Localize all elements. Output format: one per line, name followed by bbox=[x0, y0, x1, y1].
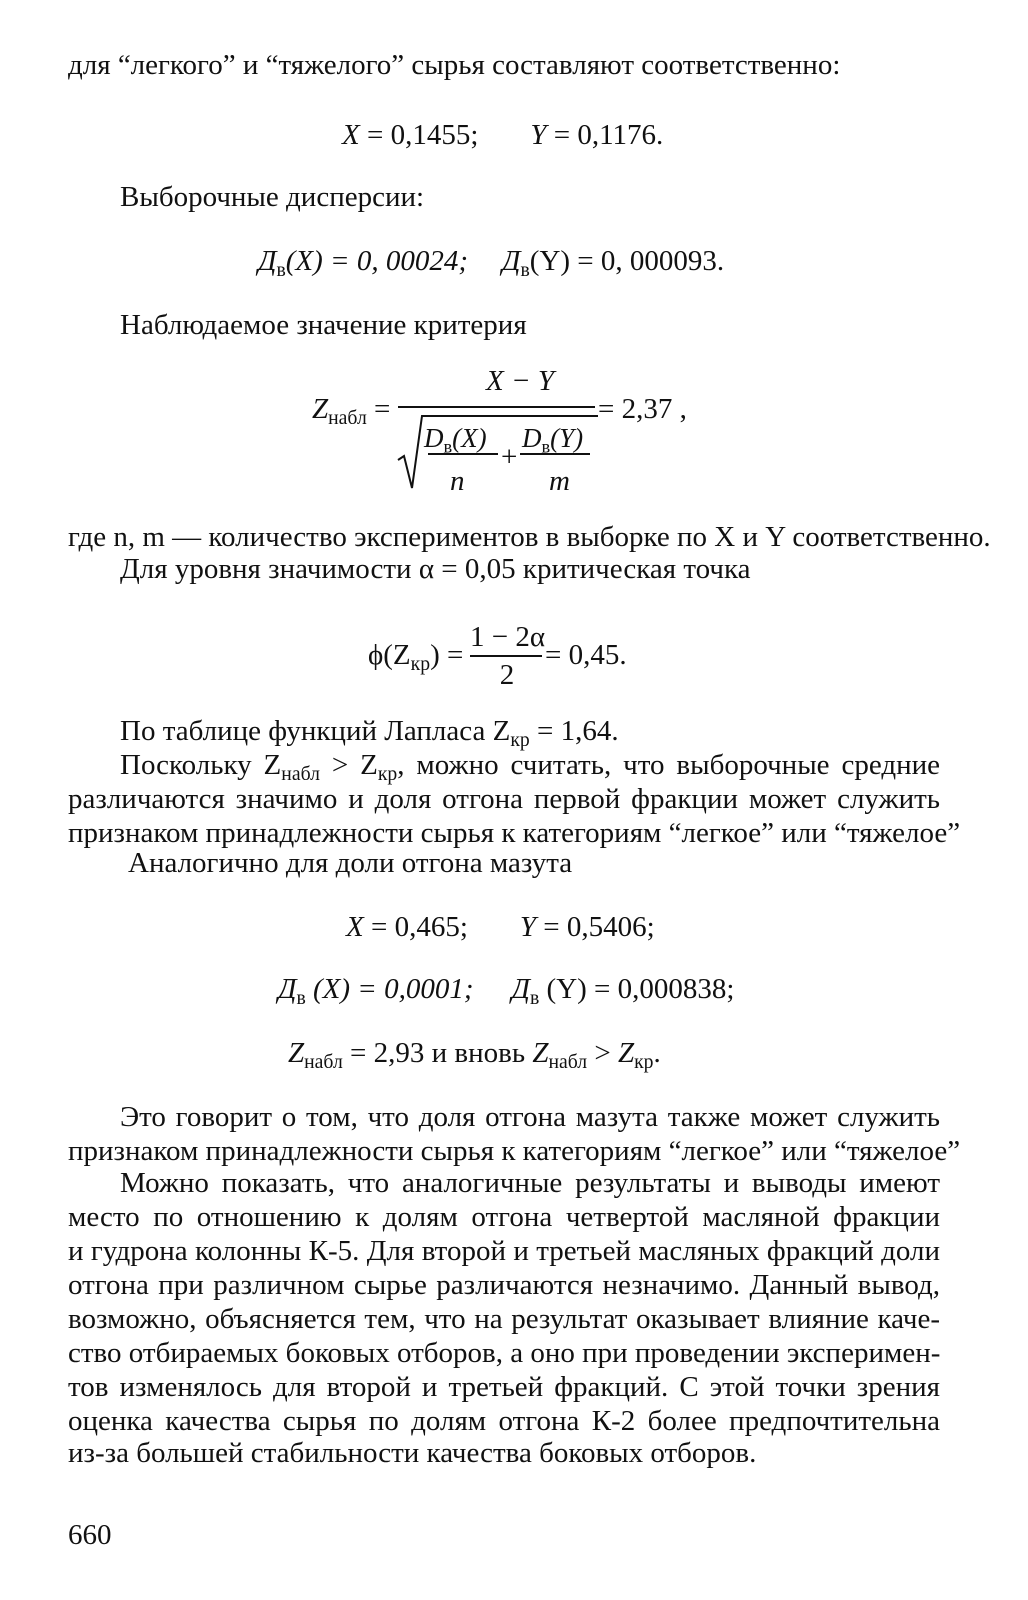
z-result: = 2,37 , bbox=[598, 393, 687, 425]
z-comparison bbox=[288, 1036, 661, 1071]
laplace-sub: кр bbox=[510, 728, 530, 751]
z-subscript: набл bbox=[328, 406, 367, 429]
since-line-1 bbox=[120, 748, 940, 783]
phi-denominator: 2 bbox=[499, 659, 515, 691]
var-x: X bbox=[342, 119, 360, 151]
final-line: возможно, объясняется тем, что на результат оказывает влияние каче- bbox=[68, 1303, 940, 1335]
final-line: ство отбираемых боковых отборов, а оно при проведении эксперимен- bbox=[68, 1337, 941, 1369]
equals-sign: = bbox=[374, 393, 391, 425]
since-line-3: признаком принадлежности сырья к категориям “легкое” или “тяжелое” bbox=[68, 817, 961, 849]
d-subscript: в bbox=[276, 258, 286, 281]
since-text-c: , можно считать, что выборочные средние bbox=[397, 749, 940, 781]
period: . bbox=[653, 1037, 661, 1069]
final-line: Можно показать, что аналогичные результаты и выводы имеют bbox=[120, 1167, 940, 1199]
since-text-b: > Z bbox=[319, 749, 378, 781]
final-line: и гудрона колонны К-5. Для второй и третьей масляных фракций доли bbox=[68, 1235, 940, 1267]
x-value: = 0,465; bbox=[363, 911, 468, 943]
page-number: 660 bbox=[68, 1519, 112, 1551]
d-subscript: в bbox=[529, 986, 540, 1009]
final-line: отгона при различном сырье различаются незначимо. Данный вывод, bbox=[68, 1269, 940, 1301]
paragraph-line: для “легкого” и “тяжелого” сырья составляют соответственно: bbox=[68, 49, 841, 81]
var-y: Y bbox=[519, 911, 537, 943]
dy-value: (Y) = 0, 000093. bbox=[529, 245, 725, 277]
d1-symbol: D bbox=[424, 423, 444, 453]
d-symbol: Д bbox=[511, 973, 530, 1005]
gt-sign: > bbox=[587, 1037, 618, 1069]
phi-subscript: кр bbox=[410, 652, 431, 675]
z-numerator: X − Y bbox=[486, 365, 554, 397]
phi-numerator: 1 − 2α bbox=[470, 621, 546, 653]
phi-fraction-bar bbox=[470, 655, 542, 657]
dy-value: (Y) = 0,000838; bbox=[539, 973, 735, 1005]
dx-term bbox=[424, 422, 487, 455]
final-line: тов изменялось для второй и третьей фракций. С этой точки зрения bbox=[68, 1371, 940, 1403]
z-symbol: Z bbox=[312, 393, 329, 425]
x-value: = 0,1455; bbox=[359, 119, 479, 151]
laplace-text: По таблице функций Лапласа Z bbox=[120, 715, 511, 747]
dy-term bbox=[522, 422, 583, 455]
phi-symbol: ϕ(Z bbox=[368, 639, 411, 671]
var-x: X bbox=[346, 911, 364, 943]
since-text-a: Поскольку Z bbox=[120, 749, 282, 781]
laplace-end: = 1,64. bbox=[529, 715, 619, 747]
phi-result: = 0,45. bbox=[545, 639, 627, 671]
conclusion-line-1: Это говорит о том, что доля отгона мазута также может служить bbox=[120, 1101, 940, 1133]
d-symbol: Д bbox=[278, 973, 297, 1005]
z-value-text: = 2,93 и вновь bbox=[342, 1037, 533, 1069]
z-lhs bbox=[312, 392, 390, 427]
d1-subscript: в bbox=[443, 436, 453, 457]
z-subscript: набл bbox=[304, 1050, 343, 1073]
var-y: Y bbox=[530, 119, 547, 151]
final-line: место по отношению к долям отгона четвертой масляной фракции bbox=[68, 1201, 940, 1233]
d2-subscript: в bbox=[541, 436, 551, 457]
alpha-line: Для уровня значимости α = 0,05 критическая точка bbox=[120, 553, 751, 585]
z-symbol: Z bbox=[532, 1037, 549, 1069]
final-line: оценка качества сырья по долям отгона К-2 более предпочтительна bbox=[68, 1405, 940, 1437]
m-denominator: m bbox=[549, 465, 570, 497]
since-line-2: различаются значимо и доля отгона первой фракции может служить bbox=[68, 783, 940, 815]
d-subscript: в bbox=[296, 986, 306, 1009]
d1-arg: (X) bbox=[452, 423, 487, 453]
z-symbol: Z bbox=[288, 1037, 305, 1069]
means-equation bbox=[342, 118, 663, 153]
where-line: где n, m — количество экспериментов в выборке по X и Y соответственно. bbox=[68, 521, 991, 553]
dx-value: (X) = 0, 00024; bbox=[285, 245, 469, 277]
z-symbol: Z bbox=[617, 1037, 635, 1069]
variances-label: Выборочные дисперсии: bbox=[120, 181, 425, 213]
d2-arg: (Y) bbox=[550, 423, 584, 453]
since-sub-1: набл bbox=[281, 762, 320, 785]
means-equation-2 bbox=[346, 910, 655, 945]
z-subscript: кр bbox=[634, 1050, 654, 1073]
n-denominator: n bbox=[450, 465, 465, 497]
y-value: = 0,1176. bbox=[546, 119, 664, 151]
criterion-label: Наблюдаемое значение критерия bbox=[120, 309, 527, 341]
fraction-bar bbox=[398, 406, 595, 408]
y-value: = 0,5406; bbox=[536, 911, 655, 943]
z-subscript: набл bbox=[548, 1050, 588, 1073]
since-sub-2: кр bbox=[377, 762, 398, 785]
conclusion-line-2: признаком принадлежности сырья к категориям “легкое” или “тяжелое” bbox=[68, 1135, 961, 1167]
analog-line: Аналогично для доли отгона мазута bbox=[128, 847, 573, 879]
d2-symbol: D bbox=[522, 423, 542, 453]
final-line-last: из-за большей стабильности качества боковых отборов. bbox=[68, 1437, 757, 1469]
dx-value: (X) = 0,0001; bbox=[305, 973, 474, 1005]
plus-sign: + bbox=[501, 441, 518, 473]
d-symbol: Д bbox=[258, 245, 277, 277]
laplace-line bbox=[120, 714, 619, 749]
variances-equation-2 bbox=[278, 972, 734, 1007]
phi-equals: ) = bbox=[430, 639, 464, 671]
phi-lhs bbox=[368, 638, 463, 673]
d-symbol: Д bbox=[502, 245, 521, 277]
d-subscript: в bbox=[520, 258, 530, 281]
variances-equation bbox=[258, 244, 724, 279]
